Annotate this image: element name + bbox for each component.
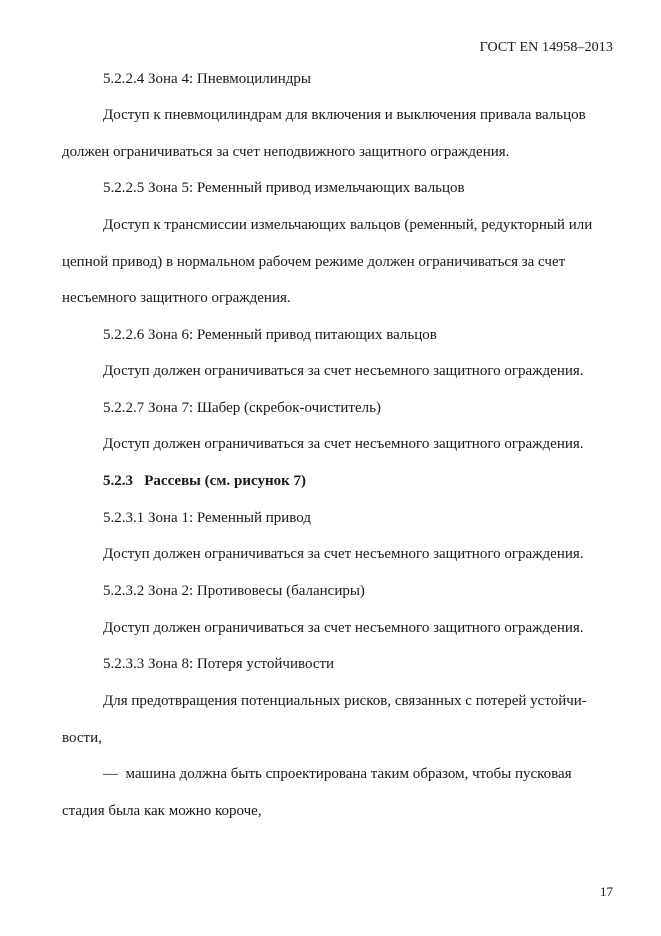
clause-heading-5-2-2-7: 5.2.2.7 Зона 7: Шабер (скребок-очиститель) — [103, 400, 381, 416]
paragraph-line: Доступ должен ограничиваться за счет несъемного защитного ограждения. — [103, 436, 584, 452]
document-header: ГОСТ EN 14958–2013 — [479, 40, 613, 55]
paragraph-line: Доступ должен ограничиваться за счет несъемного защитного ограждения. — [103, 546, 584, 562]
paragraph-line: Для предотвращения потенциальных рисков, связанных с потерей устойчи- — [103, 693, 587, 709]
clause-heading-5-2-2-5: 5.2.2.5 Зона 5: Ременный привод измельчающих вальцов — [103, 180, 465, 196]
paragraph-line: Доступ к пневмоцилиндрам для включения и выключения привала вальцов — [103, 107, 586, 123]
paragraph-line: Доступ должен ограничиваться за счет несъемного защитного ограждения. — [103, 363, 584, 379]
paragraph-line: вости, — [62, 730, 102, 746]
paragraph-line: Доступ должен ограничиваться за счет несъемного защитного ограждения. — [103, 620, 584, 636]
clause-heading-5-2-2-6: 5.2.2.6 Зона 6: Ременный привод питающих вальцов — [103, 327, 437, 343]
list-item-line: — машина должна быть спроектирована таким образом, чтобы пусковая — [103, 766, 572, 782]
paragraph-line: должен ограничиваться за счет неподвижного защитного ограждения. — [62, 144, 510, 160]
clause-heading-5-2-3-2: 5.2.3.2 Зона 2: Противовесы (балансиры) — [103, 583, 365, 599]
clause-heading-5-2-3-3: 5.2.3.3 Зона 8: Потеря устойчивости — [103, 656, 335, 672]
paragraph-line: цепной привод) в нормальном рабочем режиме должен ограничиваться за счет — [62, 254, 566, 270]
clause-heading-5-2-3-1: 5.2.3.1 Зона 1: Ременный привод — [103, 510, 311, 526]
paragraph-line: Доступ к трансмиссии измельчающих вальцов (ременный, редукторный или — [103, 217, 593, 233]
section-heading-5-2-3: 5.2.3 Рассевы (см. рисунок 7) — [103, 473, 306, 489]
list-item-line: стадия была как можно короче, — [62, 803, 262, 819]
clause-heading-5-2-2-4: 5.2.2.4 Зона 4: Пневмоцилиндры — [103, 71, 312, 87]
paragraph-line: несъемного защитного ограждения. — [62, 290, 291, 306]
page-number: 17 — [600, 884, 613, 899]
